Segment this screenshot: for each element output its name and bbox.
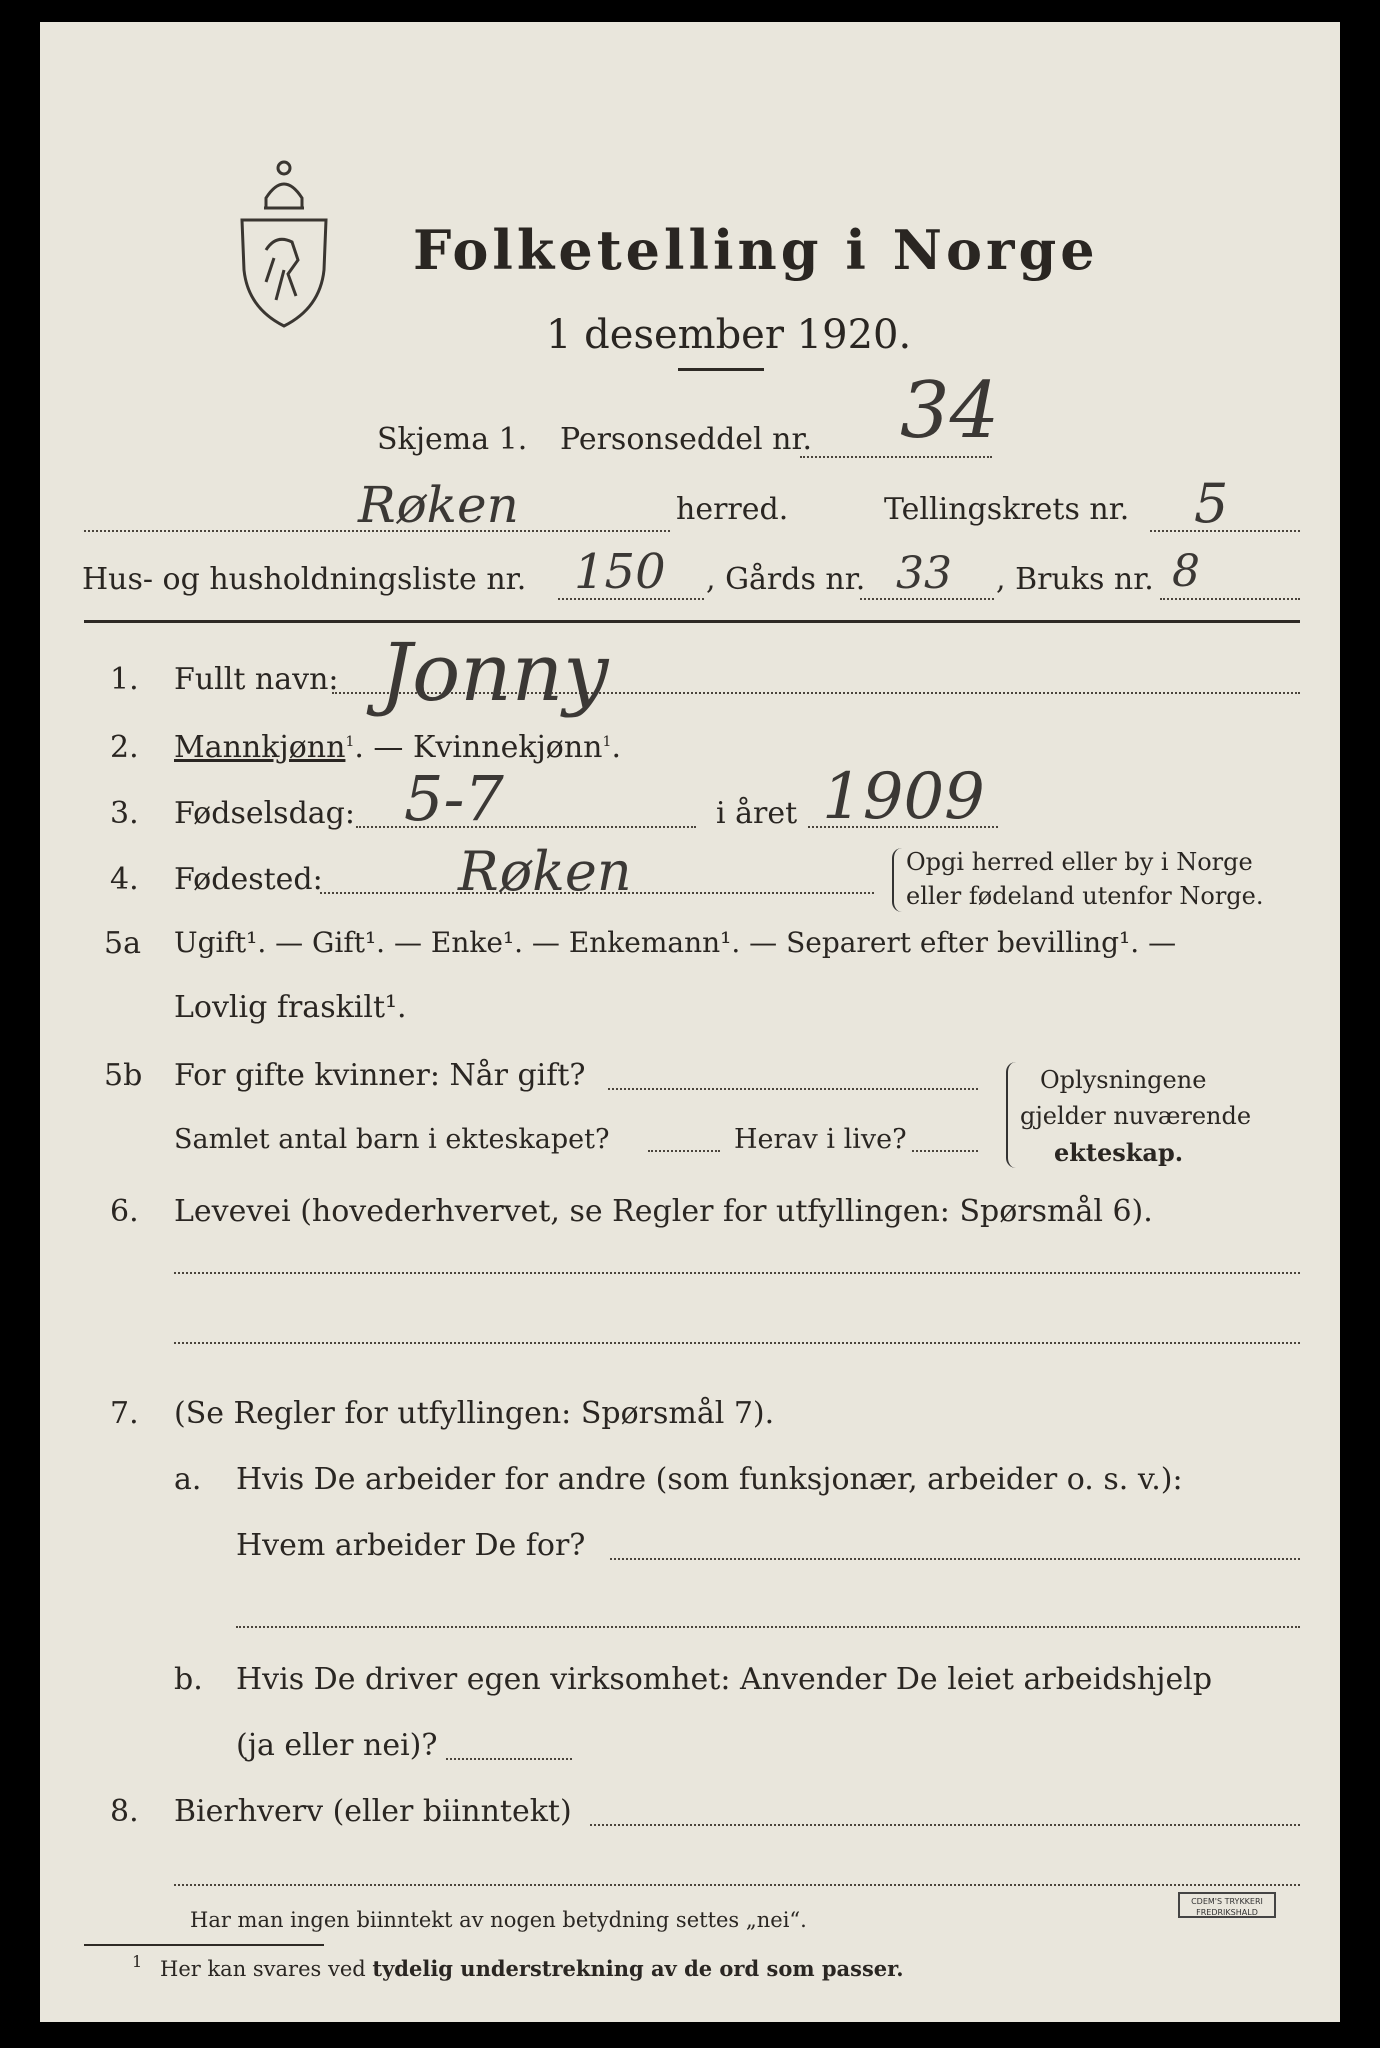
personseddel-line (800, 456, 992, 458)
q5a-options-cont[interactable]: Lovlig fraskilt¹. (174, 990, 407, 1025)
q7b-letter: b. (174, 1662, 203, 1697)
q8-line2[interactable] (174, 1884, 1300, 1886)
husliste-value[interactable]: 150 (574, 544, 666, 600)
q4-label: Fødested: (174, 862, 323, 897)
census-form (40, 22, 1340, 2022)
q2-end: . (611, 730, 621, 765)
q2-mann[interactable]: Mannkjønn (174, 730, 346, 765)
bruks-value[interactable]: 8 (1172, 546, 1200, 597)
personseddel-label: Personseddel nr. (560, 422, 813, 457)
q1-value[interactable]: Jonny (380, 626, 609, 719)
q2-number: 2. (110, 730, 139, 765)
q7a-line1[interactable] (610, 1558, 1300, 1560)
q5a-number: 5a (104, 926, 141, 961)
q5b-note-line2: gjelder nuværende (1020, 1102, 1252, 1130)
q5b-note-line3: ekteskap. (1054, 1138, 1184, 1167)
q6-line2[interactable] (174, 1342, 1300, 1344)
q7b-label: Hvis De driver egen virksomhet: Anvender De leiet arbeidshjelp (236, 1662, 1213, 1697)
q1-number: 1. (110, 662, 139, 697)
q2-sup1: 1 (345, 734, 355, 750)
q4-value[interactable]: Røken (458, 840, 632, 903)
q4-note-brace (892, 848, 904, 912)
q7a-letter: a. (174, 1462, 202, 1497)
q3-value[interactable]: 5-7 (404, 762, 504, 835)
q7b-label-cont: (ja eller nei)? (236, 1728, 438, 1763)
q5b-married-line (608, 1088, 978, 1090)
husliste-label: Hus- og husholdningsliste nr. (82, 562, 527, 597)
q4-note-line2: eller fødeland utenfor Norge. (906, 882, 1264, 910)
tellingskrets-label: Tellingskrets nr. (884, 492, 1130, 527)
q3-number: 3. (110, 796, 139, 831)
q2-kvinne[interactable]: Kvinnekjønn (412, 730, 603, 765)
bruks-label: , Bruks nr. (996, 562, 1154, 597)
footnote-mark: 1 (132, 1952, 143, 1971)
q7b-line[interactable] (446, 1758, 572, 1760)
q7a-label: Hvis De arbeider for andre (som funksjonær, arbeider o. s. v.): (236, 1462, 1183, 1497)
footnote-text (160, 1956, 904, 1981)
q2-sup2: 1 (602, 734, 612, 750)
imprint-line1: CDEM'S TRYKKERI (1191, 1897, 1263, 1906)
q8-line1[interactable] (590, 1824, 1300, 1826)
q4-note-line1: Opgi herred eller by i Norge (906, 848, 1253, 876)
q5b-children-line (648, 1150, 720, 1152)
imprint-line2: FREDRIKSHALD (1196, 1908, 1258, 1917)
q7a-label-cont: Hvem arbeider De for? (236, 1528, 586, 1563)
herred-value[interactable]: Røken (358, 476, 519, 534)
q3-label: Fødselsdag: (174, 796, 355, 831)
q2-dash: . — (354, 730, 413, 765)
q2-options (174, 730, 621, 765)
q3-year-value[interactable]: 1909 (822, 760, 985, 834)
q5b-note-brace (1006, 1062, 1018, 1168)
q3-year-label: i året (716, 796, 798, 831)
q7-label: (Se Regler for utfyllingen: Spørsmål 7). (174, 1396, 775, 1431)
q6-label: Levevei (hovederhvervet, se Regler for utfyllingen: Spørsmål 6). (174, 1194, 1153, 1229)
herred-label: herred. (676, 492, 789, 527)
q5b-alive-line (912, 1150, 978, 1152)
printer-imprint (1178, 1892, 1276, 1918)
footnote-bold: tydelig understrekning av de ord som passer. (372, 1956, 904, 1981)
q5b-note-line1: Oplysningene (1040, 1066, 1207, 1094)
q5b-label-children: Samlet antal barn i ekteskapet? (174, 1124, 610, 1155)
tellingskrets-value[interactable]: 5 (1194, 472, 1229, 535)
bruks-line (1160, 598, 1300, 600)
q8-number: 8. (110, 1794, 139, 1829)
q6-line1[interactable] (174, 1272, 1300, 1274)
footnote-rule (84, 1944, 324, 1946)
q7-number: 7. (110, 1396, 139, 1431)
q5b-label-married: For gifte kvinner: Når gift? (174, 1058, 586, 1093)
title-divider (678, 368, 764, 371)
q7a-line2[interactable] (236, 1626, 1300, 1628)
gards-value[interactable]: 33 (896, 548, 952, 599)
header-rule (84, 620, 1300, 623)
census-date: 1 desember 1920. (546, 312, 912, 358)
gards-label: , Gårds nr. (706, 562, 866, 597)
form-title: Folketelling i Norge (413, 218, 1099, 282)
q4-number: 4. (110, 862, 139, 897)
schema-label: Skjema 1. (377, 422, 528, 457)
norwegian-coat-of-arms-icon (236, 150, 332, 330)
q6-number: 6. (110, 1194, 139, 1229)
q5b-label-alive: Herav i live? (734, 1124, 907, 1155)
q5b-number: 5b (104, 1058, 143, 1093)
q8-note: Har man ingen biinntekt av nogen betydning settes „nei“. (190, 1908, 807, 1932)
q8-label: Bierhverv (eller biinntekt) (174, 1794, 572, 1829)
footnote-plain: Her kan svares ved (160, 1957, 366, 1981)
q1-label: Fullt navn: (174, 662, 339, 697)
personseddel-value[interactable]: 34 (900, 366, 1000, 456)
q5a-options[interactable]: Ugift¹. — Gift¹. — Enke¹. — Enkemann¹. — Separert efter bevilling¹. — (174, 926, 1177, 959)
